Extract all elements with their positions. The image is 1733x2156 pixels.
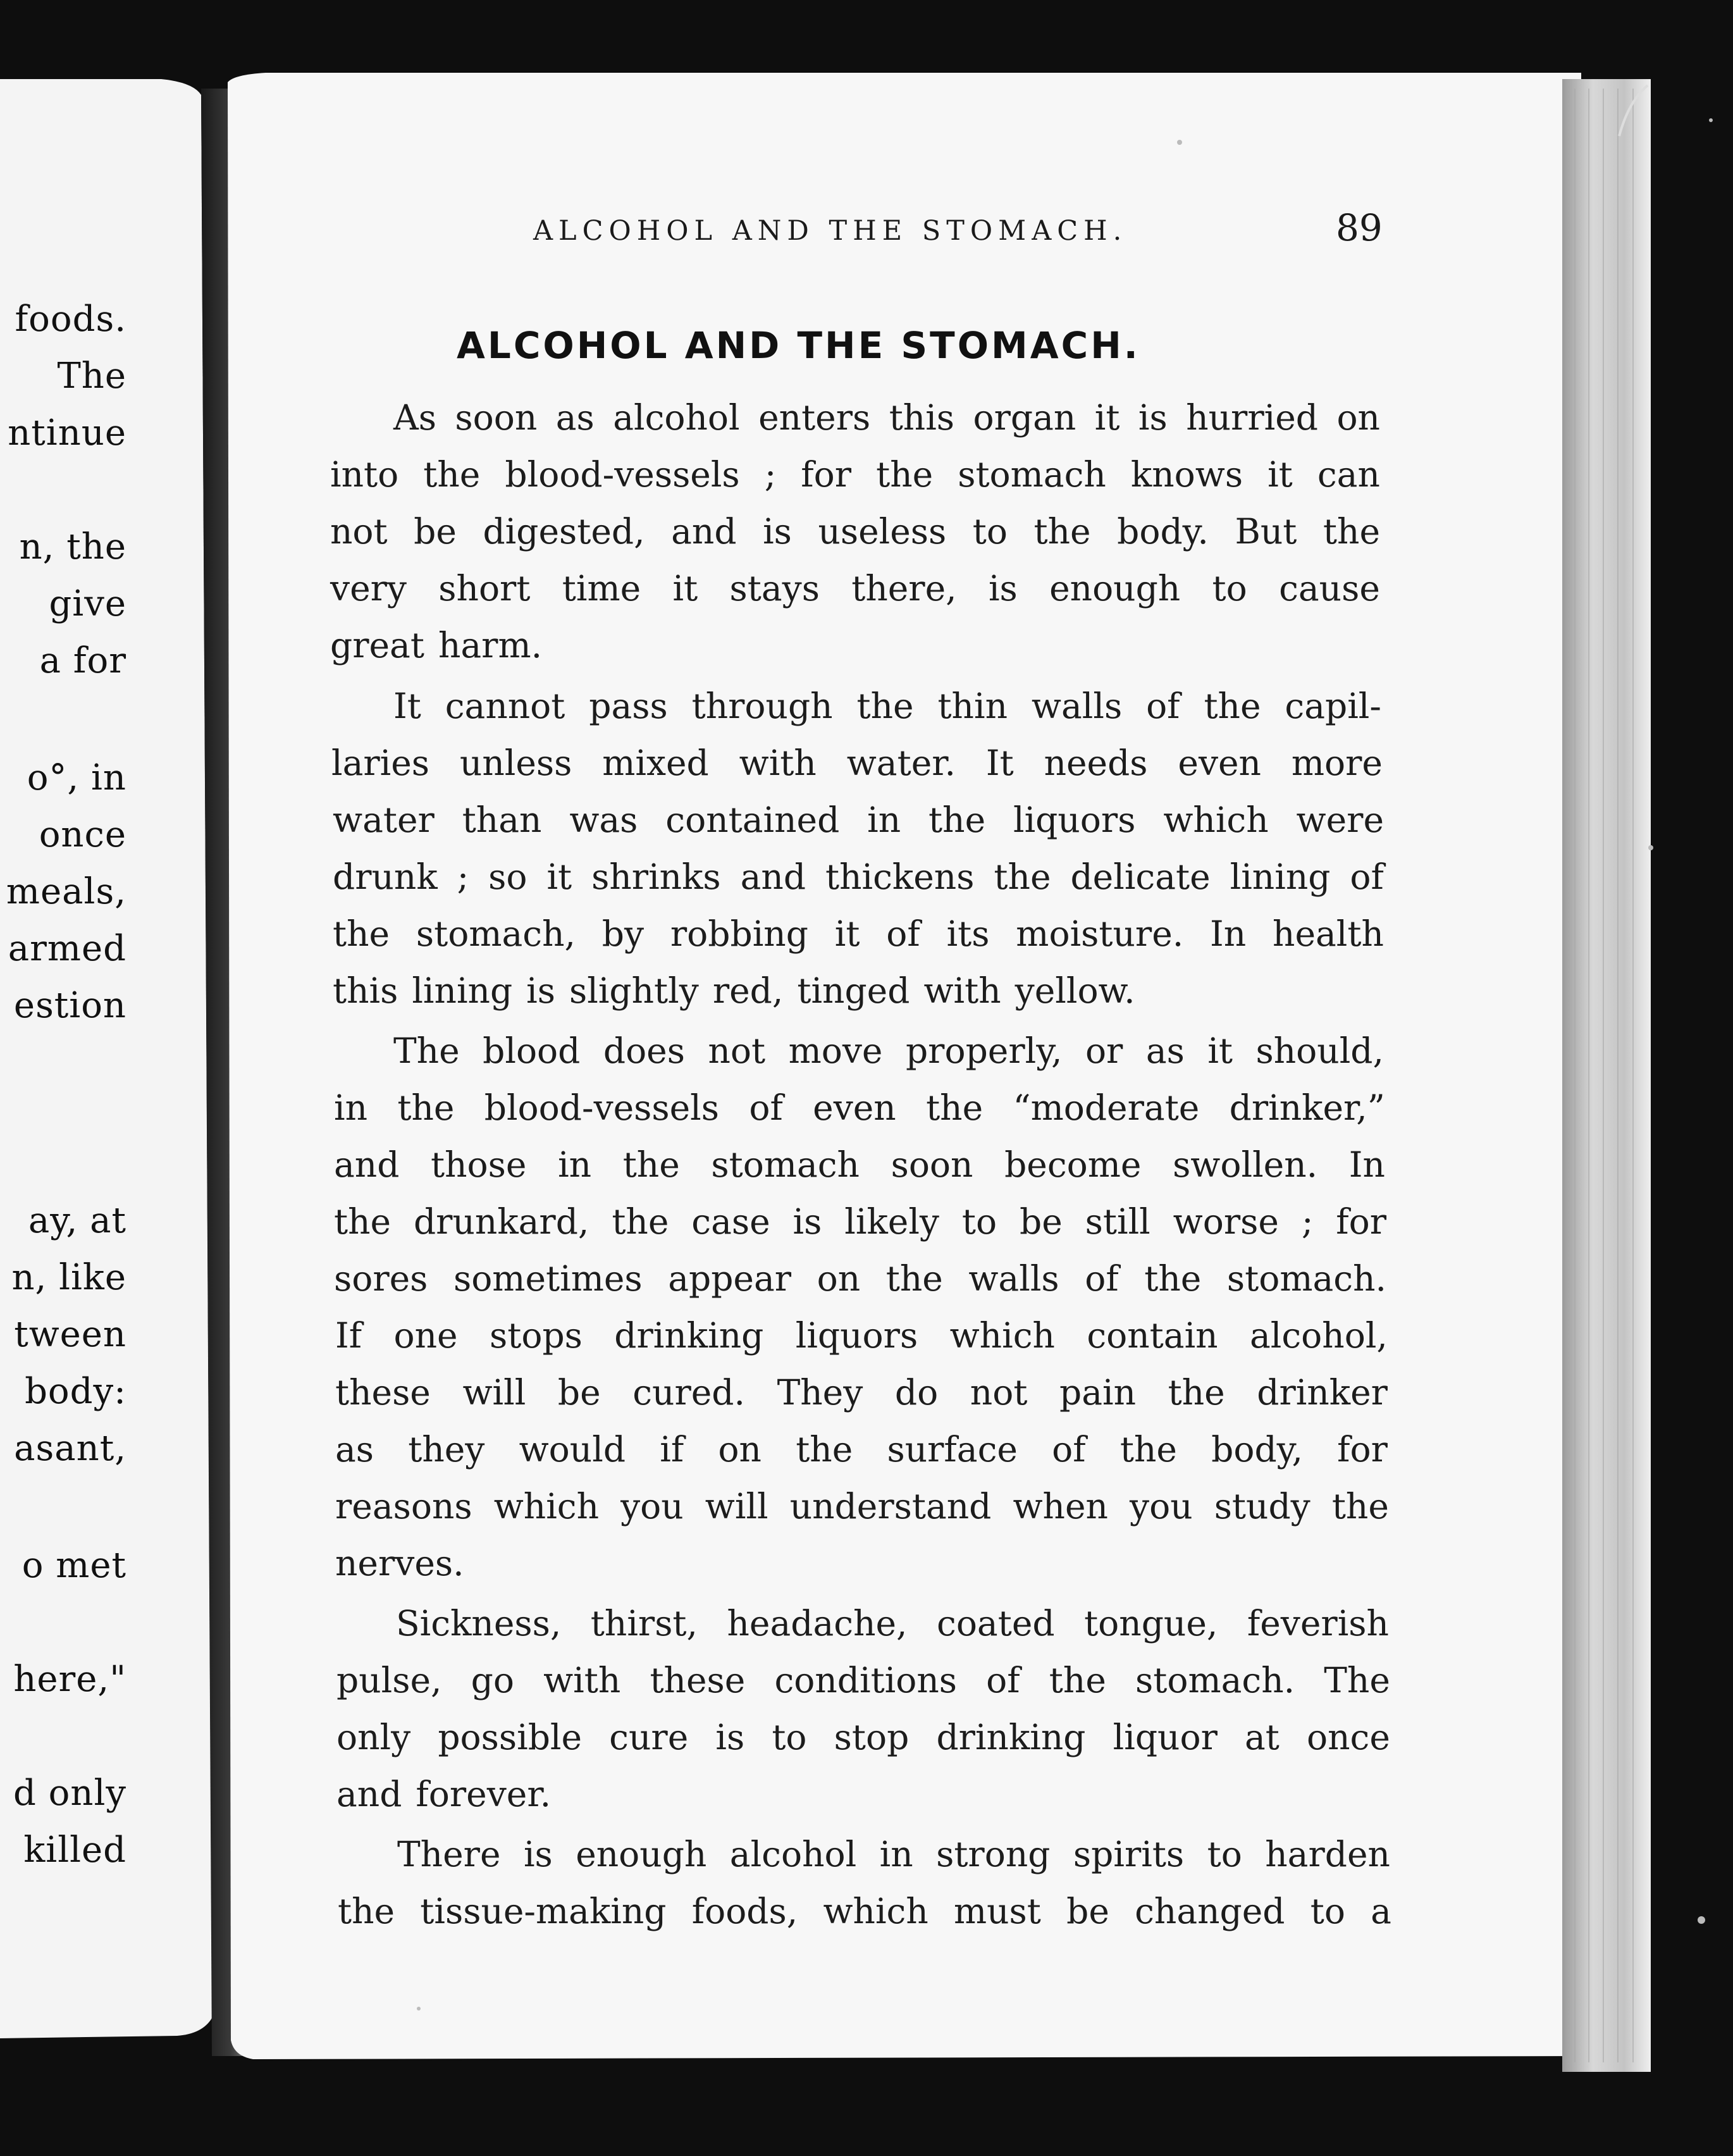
word: do [894,1372,939,1413]
word: thin [937,686,1008,726]
word: as [1145,1031,1185,1071]
word: would [519,1429,626,1470]
word: be [414,511,457,552]
word: the [333,914,390,954]
word: pass [589,686,668,726]
word: tinged [797,970,910,1011]
word: needs [1044,743,1148,783]
word: with [543,1660,621,1701]
running-head: ALCOHOL AND THE STOMACH. [533,215,1128,247]
word: the [1323,511,1380,552]
body-line [335,1313,1388,1358]
body-line [330,509,1380,554]
word: of [1085,1258,1119,1299]
word: in [879,1834,913,1874]
word: be [1020,1201,1063,1242]
word: ; [764,454,777,495]
word: yellow. [1015,970,1135,1011]
left-fragment: asant, [14,1428,126,1469]
word: more [1291,743,1383,783]
word: headache, [727,1603,908,1644]
word: soon [891,1144,973,1185]
word: to [972,511,1008,552]
body-line [333,797,1384,843]
word: drinker,” [1229,1087,1385,1128]
word: capil- [1285,686,1381,726]
word: unless [459,743,572,783]
word: But [1235,511,1297,552]
word: mixed [602,743,709,783]
word: drinking [936,1717,1086,1757]
word: the [1331,1486,1389,1527]
word: to [772,1717,807,1757]
word: by [601,914,644,954]
word: delicate [1070,857,1211,897]
word: enough [1049,568,1181,609]
word: walls [968,1258,1059,1299]
word: organ [973,397,1076,438]
word: to [1207,1834,1242,1874]
word: which [823,1891,928,1931]
word: and [671,511,737,552]
word: the [1168,1372,1225,1413]
word: worse [1173,1201,1279,1242]
word: this [889,397,955,438]
body-line [338,1888,1391,1934]
word: understand [789,1486,992,1527]
body-line [336,1771,1390,1817]
body-line [336,1657,1390,1703]
word: tissue-making [420,1891,667,1931]
word: the [622,1144,680,1185]
word: study [1214,1486,1311,1527]
word: there, [851,568,957,609]
word: stomach, [416,914,576,954]
word: should, [1255,1031,1384,1071]
word: ; [457,857,469,897]
word: is [715,1717,745,1757]
word: enters [758,397,871,438]
word: water [333,800,435,840]
word: it [834,914,860,954]
word: feverish [1247,1603,1389,1644]
left-fragment: d only [13,1773,126,1814]
word: properly, [905,1031,1063,1071]
word: spirits [1073,1834,1185,1874]
word: moisture. [1016,914,1184,954]
left-fragment: o°, in [27,757,126,798]
body-line [333,911,1384,957]
word: slightly [569,970,699,1011]
word: go [471,1660,514,1701]
word: stomach. [1226,1258,1386,1299]
word: of [749,1087,783,1128]
word: for [801,454,852,495]
word: be [1066,1891,1109,1931]
word: only [336,1717,411,1757]
word: to [961,1201,997,1242]
word: stays [729,568,820,609]
word: on [817,1258,861,1299]
body-line [335,1370,1388,1415]
word: is [988,568,1018,609]
left-fragment: meals, [6,871,126,912]
word: “moderate [1013,1087,1200,1128]
word: this [333,970,398,1011]
word: blood-vessels [484,1087,719,1128]
body-line [393,1028,1384,1074]
body-line [334,1256,1386,1301]
left-fragment: ay, at [28,1200,126,1241]
body-line [336,1714,1390,1760]
word: you [1130,1486,1193,1527]
word: It [393,686,421,726]
word: the [334,1201,392,1242]
word: you [620,1486,684,1527]
word: the [612,1201,669,1242]
word: useless [818,511,947,552]
word: of [1052,1429,1086,1470]
word: soon [455,397,538,438]
word: in [334,1087,368,1128]
word: it [1207,1031,1233,1071]
word: as [555,397,595,438]
word: time [562,568,641,609]
word: a [1371,1891,1391,1931]
word: If [335,1315,362,1356]
word: cure [609,1717,689,1757]
word: the [994,857,1051,897]
word: will [462,1372,526,1413]
word: digested, [483,511,645,552]
word: robbing [670,914,808,954]
word: of [1146,686,1180,726]
word: the [1049,1660,1106,1701]
word: They [777,1372,863,1413]
word: the [397,1087,455,1128]
body-line [393,683,1381,729]
word: the [338,1891,395,1931]
word: ; [1301,1201,1314,1242]
body-line [335,1540,1389,1586]
word: of [1350,857,1384,897]
word: to [1212,568,1247,609]
word: drinker [1257,1372,1388,1413]
left-fragment: foods. [15,299,126,340]
word: these [650,1660,746,1701]
word: of [986,1660,1020,1701]
word: once [1307,1717,1390,1757]
word: alcohol, [1250,1315,1388,1356]
word: It [985,743,1014,783]
word: the [885,1258,943,1299]
word: sometimes [453,1258,643,1299]
word: on [1336,397,1380,438]
word: great [330,625,424,666]
word: Sickness, [396,1603,562,1644]
word: become [1004,1144,1142,1185]
word: in [558,1144,592,1185]
word: red, [712,970,784,1011]
word: stops [490,1315,583,1356]
word: walls [1031,686,1123,726]
left-fragment: n, the [19,526,126,567]
word: likely [844,1201,939,1242]
left-fragment: estion [13,985,126,1026]
word: water. [846,743,956,783]
word: for [1336,1201,1386,1242]
word: still [1085,1201,1150,1242]
word: cause [1279,568,1380,609]
word: the [926,1087,984,1128]
word: does [603,1031,685,1071]
word: liquors [1013,800,1136,840]
word: laries [331,743,430,783]
word: surface [887,1429,1018,1470]
word: is [763,511,792,552]
word: harm. [438,625,543,666]
word: when [1013,1486,1108,1527]
word: foods, [691,1891,798,1931]
word: to [1310,1891,1345,1931]
word: thickens [825,857,975,897]
word: drunkard, [413,1201,589,1242]
left-fragment: killed [23,1830,126,1871]
word: blood [483,1031,581,1071]
word: strong [936,1834,1051,1874]
word: the [856,686,914,726]
word: it [1094,397,1120,438]
left-fragment: give [49,583,126,624]
body-line [330,452,1380,497]
word: lining [1230,857,1331,897]
word: contained [665,800,840,840]
word: must [953,1891,1041,1931]
word: with [923,970,1001,1011]
word: thirst, [590,1603,698,1644]
left-fragment: o met [22,1545,126,1586]
word: case [691,1201,770,1242]
word: the [1204,686,1261,726]
word: stomach [711,1144,860,1185]
word: of [886,914,920,954]
word: alcohol [613,397,740,438]
word: reasons [335,1486,472,1527]
chapter-title: ALCOHOL AND THE STOMACH. [457,324,1140,367]
word: is [526,970,555,1011]
word: the [1033,511,1091,552]
body-line [334,1199,1386,1244]
left-fragment: n, like [11,1257,126,1298]
word: hurried [1186,397,1318,438]
word: be [557,1372,601,1413]
word: The [1324,1660,1390,1701]
word: the [1144,1258,1202,1299]
word: so [488,857,527,897]
word: enough [576,1834,707,1874]
body-line [397,1831,1390,1877]
word: than [462,800,542,840]
word: shrinks [591,857,721,897]
word: liquor [1113,1717,1218,1757]
word: possible [438,1717,583,1757]
word: even [1178,743,1261,783]
left-fragment: a for [39,640,126,681]
word: swollen. [1173,1144,1318,1185]
word: is [1138,397,1168,438]
word: not [708,1031,766,1071]
word: contain [1087,1315,1218,1356]
word: liquors [795,1315,918,1356]
word: the [928,800,986,840]
word: in [867,800,901,840]
word: stop [834,1717,910,1757]
word: short [438,568,531,609]
word: coated [937,1603,1055,1644]
page-number: 89 [1336,206,1383,249]
word: pain [1059,1372,1137,1413]
left-fragment: armed [8,928,126,969]
body-line [333,968,1384,1013]
word: knows [1130,454,1243,495]
word: move [788,1031,883,1071]
body-line [330,623,1380,668]
word: harden [1265,1834,1390,1874]
body-line [393,395,1380,440]
word: and [334,1144,400,1185]
word: nerves. [335,1543,464,1583]
word: is [523,1834,553,1874]
word: drunk [333,857,438,897]
word: with [739,743,817,783]
word: they [408,1429,485,1470]
word: those [431,1144,527,1185]
word: the [876,454,934,495]
word: body, [1211,1429,1303,1470]
body-line [335,1427,1388,1472]
word: cannot [445,686,565,726]
word: these [335,1372,431,1413]
word: lining [412,970,513,1011]
word: stomach. [1135,1660,1295,1701]
word: which [949,1315,1055,1356]
word: through [691,686,833,726]
word: There [397,1834,501,1874]
word: stomach [958,454,1106,495]
word: alcohol [729,1834,857,1874]
word: pulse, [336,1660,442,1701]
word: at [1244,1717,1280,1757]
body-line [330,566,1380,611]
word: forever. [416,1774,552,1814]
left-fragment: The [57,356,126,397]
word: body. [1117,511,1209,552]
word: was [569,800,638,840]
word: on [718,1429,762,1470]
word: it [546,857,572,897]
word: very [330,568,407,609]
body-line [334,1085,1385,1131]
word: and [336,1774,402,1814]
body-line [331,740,1383,786]
word: not [970,1372,1028,1413]
word: even [813,1087,896,1128]
word: if [660,1429,684,1470]
word: the [1119,1429,1177,1470]
word: conditions [774,1660,958,1701]
word: can [1317,454,1380,495]
word: sores [334,1258,428,1299]
left-fragment: body: [25,1371,126,1412]
left-fragment: here," [13,1659,126,1700]
left-fragment: ntinue [8,412,126,454]
body-line [396,1601,1389,1646]
word: health [1273,914,1384,954]
word: which [1163,800,1269,840]
word: is [792,1201,822,1242]
word: and [740,857,806,897]
word: for [1337,1429,1388,1470]
word: drinking [614,1315,764,1356]
body-line [333,854,1384,900]
word: one [393,1315,458,1356]
word: blood-vessels [505,454,740,495]
body-line [335,1484,1389,1529]
body-line [334,1142,1385,1187]
word: the [423,454,481,495]
left-fragment: once [39,814,126,855]
word: it [672,568,698,609]
word: into [330,454,399,495]
word: In [1210,914,1247,954]
word: not [330,511,388,552]
left-fragment: tween [14,1314,126,1355]
word: In [1348,1144,1385,1185]
word: its [946,914,990,954]
word: appear [668,1258,792,1299]
word: cured. [632,1372,745,1413]
word: it [1267,454,1293,495]
word: As [393,397,436,438]
word: which [493,1486,600,1527]
word: changed [1135,1891,1285,1931]
word: the [796,1429,853,1470]
word: as [335,1429,374,1470]
word: were [1296,800,1384,840]
word: The [393,1031,460,1071]
word: will [705,1486,768,1527]
word: tongue, [1084,1603,1218,1644]
word: or [1085,1031,1123,1071]
